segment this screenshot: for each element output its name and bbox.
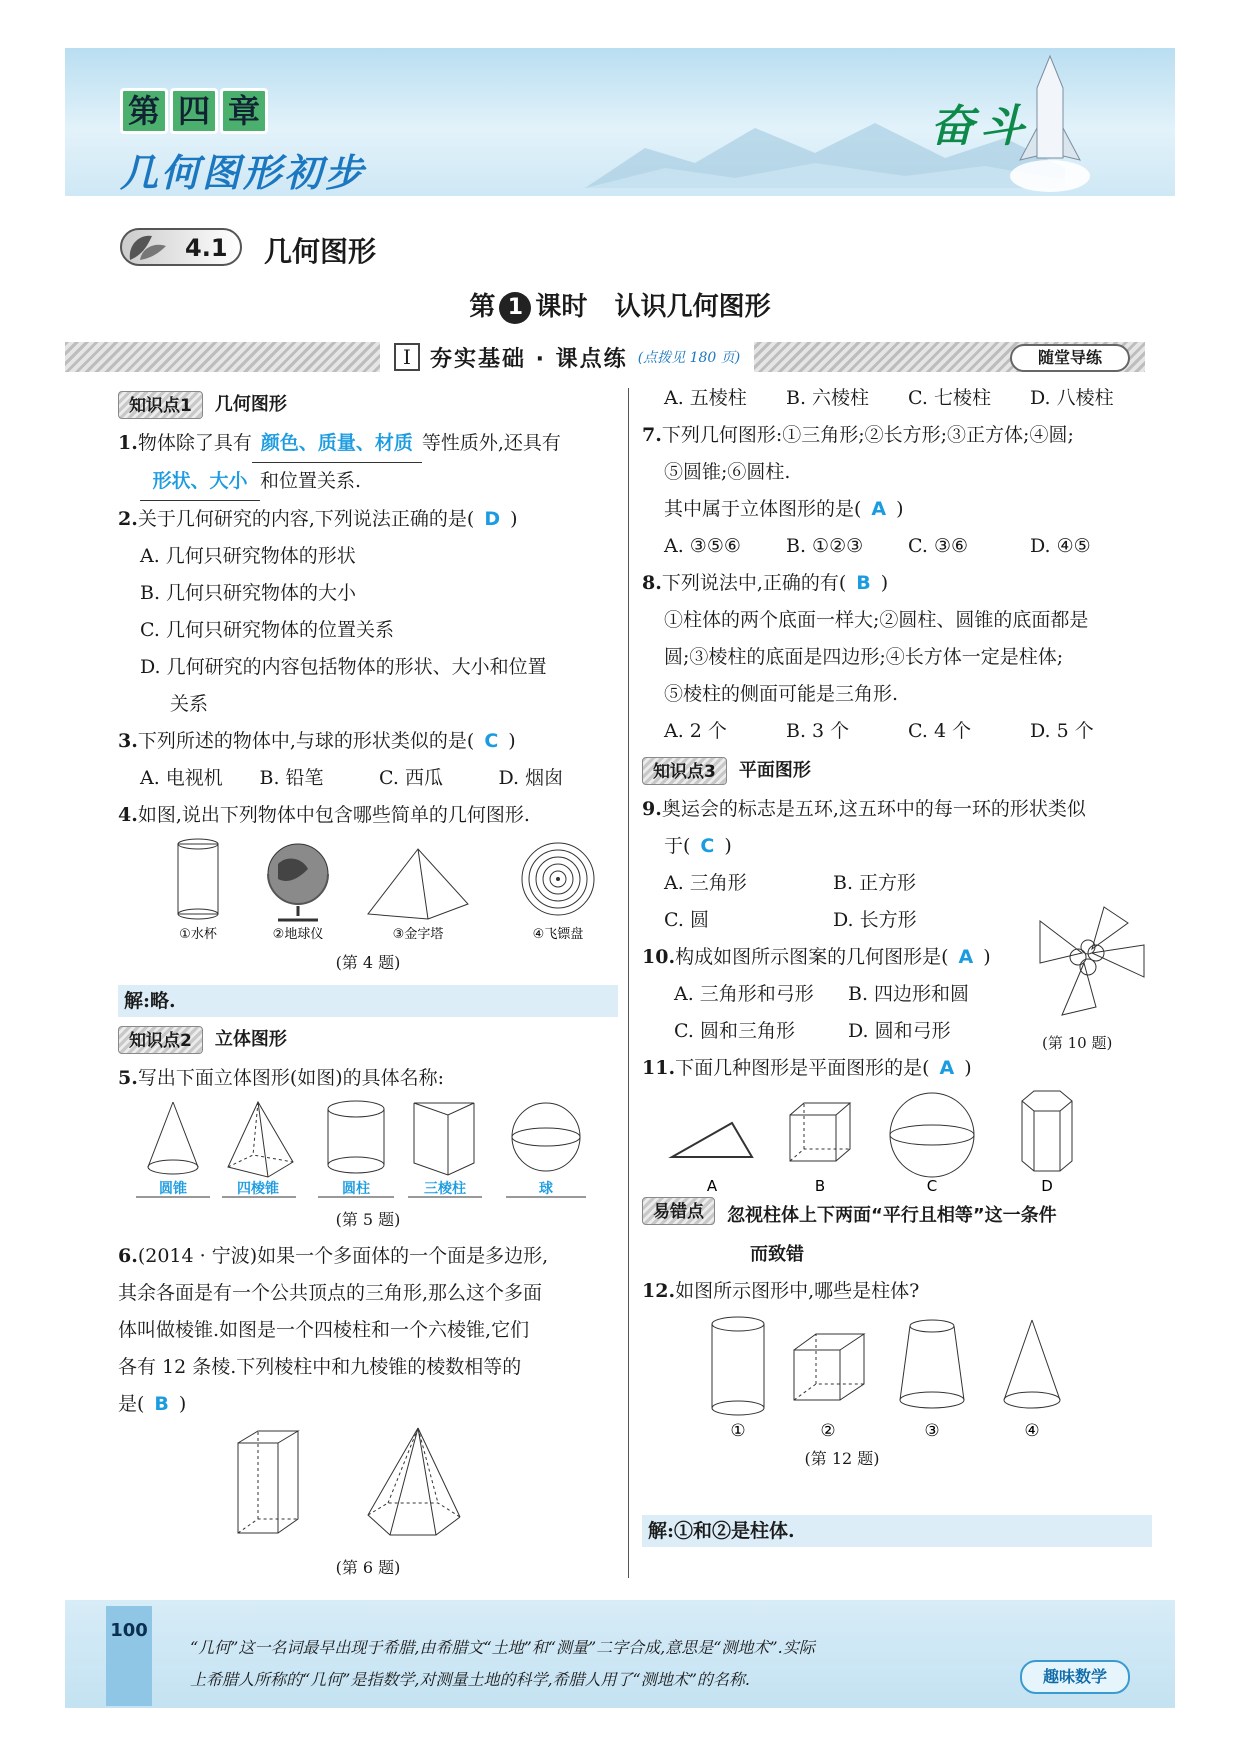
figure-caption: (第 4 题) (335, 953, 401, 972)
question-11 (642, 1050, 1152, 1087)
leaf-icon (122, 230, 172, 264)
figure-caption: (第 5 题) (335, 1210, 401, 1229)
option: D. 长方形 (833, 909, 917, 931)
figure-label: ③金字塔 (392, 927, 444, 942)
error-point (642, 1197, 1152, 1234)
answer: 四棱锥 (237, 1181, 279, 1197)
error-tag: 易错点 (642, 1197, 715, 1225)
option: C. 西瓜 (379, 767, 443, 789)
q-num: 2. (118, 508, 138, 530)
options-row (642, 1013, 1022, 1050)
figure-label: ① (730, 1421, 746, 1440)
q6-figure (118, 1423, 618, 1549)
prism-icon (414, 1103, 474, 1175)
footer-line: “几何”这一名词最早出现于希腊,由希腊文“土地”和“测量”二字合成,意思是“测地术”.实际 (190, 1638, 815, 1657)
lesson-suffix: 课时 认识几何图形 (535, 292, 771, 322)
cone-icon (148, 1102, 198, 1174)
question-12 (642, 1273, 1152, 1310)
q-text: ) (724, 835, 732, 857)
figure-label: ①水杯 (179, 927, 217, 942)
motto: 奋斗 (930, 101, 1030, 152)
hexagonal-pyramid-icon (368, 1428, 460, 1535)
q-num: 5. (118, 1067, 138, 1089)
option: B. 3 个 (786, 720, 850, 742)
pyramid-icon (368, 849, 468, 919)
cube-icon (790, 1103, 850, 1161)
sphere-icon (890, 1093, 974, 1177)
answer: 球 (539, 1181, 553, 1197)
pinwheel-icon (1032, 903, 1152, 1023)
chapter-char: 四 (170, 88, 218, 134)
practice-title: 夯实基础 · 课点练 (430, 346, 628, 372)
footer-line: 上希腊人所称的“几何”是指数学,对测量土地的科学,希腊人用了“测地术”的名称. (190, 1670, 750, 1689)
hexagonal-prism-icon (1022, 1091, 1072, 1171)
q-num: 1. (118, 432, 138, 454)
option: C. 圆和三角形 (674, 1020, 795, 1042)
options-row (642, 902, 1002, 939)
figure-label: A (706, 1177, 718, 1195)
frustum-icon (900, 1320, 964, 1408)
option: A. 2 个 (664, 720, 727, 742)
figure-label: B (814, 1177, 826, 1195)
answer: A (871, 498, 887, 520)
question-6-last (118, 1386, 618, 1423)
solution: 解:①和②是柱体. (642, 1515, 1152, 1547)
options-row (642, 528, 1152, 565)
sphere-icon (512, 1103, 580, 1171)
page-number: 100 (106, 1606, 152, 1706)
options-row (642, 380, 1152, 417)
q-text: ) (964, 1057, 972, 1079)
q-text: 于( (664, 835, 691, 857)
q-text: 构成如图所示图案的几何图形是( (675, 946, 949, 968)
answer: D (484, 508, 501, 530)
fill-blank: 形状、大小 (140, 463, 260, 501)
option: D. 圆和弓形 (848, 1020, 951, 1042)
answer: C (700, 835, 715, 857)
q-num: 12. (642, 1280, 676, 1302)
options-row (642, 713, 1152, 750)
q-text: ) (508, 730, 516, 752)
q-num: 11. (642, 1057, 676, 1079)
option: B. 四边形和圆 (848, 983, 970, 1005)
q-text: ) (983, 946, 991, 968)
figure-label: D (1041, 1177, 1053, 1195)
question-2 (118, 501, 618, 538)
q12-figure (642, 1310, 1152, 1440)
option: A. 三角形和弓形 (674, 983, 814, 1005)
figure-label: ④ (1024, 1421, 1040, 1440)
option: D. 烟囱 (498, 767, 564, 789)
q-text: 等性质外,还具有 (421, 432, 561, 454)
kp-name: 几何图形 (214, 394, 287, 415)
chapter-title: 几何图形初步 (120, 151, 367, 195)
question-3 (118, 723, 618, 760)
option: A. 三角形 (664, 872, 747, 894)
q-text: ) (178, 1393, 187, 1415)
option: B. 几何只研究物体的大小 (140, 582, 357, 604)
q-text: 奥运会的标志是五环,这五环中的每一环的形状类似 (661, 798, 1086, 820)
right-column (642, 380, 1152, 1551)
figure-label: ② (820, 1421, 836, 1440)
q-num: 10. (642, 946, 676, 968)
q-text: 是( (118, 1393, 145, 1415)
q9-q10-block (642, 865, 1152, 1050)
cylinder-icon (712, 1317, 764, 1415)
option: D. 八棱柱 (1030, 387, 1114, 409)
option: B. 铅笔 (259, 767, 324, 789)
q-text: 如图,说出下列物体中包含哪些简单的几何图形. (137, 804, 530, 826)
lesson-number: 1 (499, 292, 531, 324)
cylinder-icon (328, 1101, 384, 1173)
practice-ref: (点拨见 180 页) (637, 350, 741, 366)
kp-tag: 知识点1 (118, 391, 203, 419)
option: C. 几何只研究物体的位置关系 (140, 619, 394, 641)
q-text: 各有 12 条棱.下列棱柱中和九棱锥的棱数相等的 (118, 1356, 522, 1378)
q-text: 其余各面是有一个公共顶点的三角形,那么这个多面 (118, 1282, 543, 1304)
dartboard-icon (522, 843, 594, 915)
figure-caption: (第 12 题) (804, 1449, 880, 1468)
option: A. 电视机 (140, 767, 223, 789)
question-1-cont (118, 463, 618, 501)
q-text: 体叫做棱锥.如图是一个四棱柱和一个六棱锥,它们 (118, 1319, 530, 1341)
chapter-char: 章 (220, 88, 268, 134)
q-num: 9. (642, 798, 662, 820)
q-num: 3. (118, 730, 138, 752)
option: B. 六棱柱 (786, 387, 870, 409)
kp-tag: 知识点3 (642, 757, 727, 785)
figure-label: ④飞镖盘 (532, 927, 584, 942)
knowledge-point-1 (118, 386, 618, 423)
question-1 (118, 425, 618, 463)
q-text: 下面几种图形是平面图形的是( (675, 1057, 930, 1079)
practice-heading (380, 340, 754, 374)
chapter-tag (120, 88, 268, 134)
figure-label: C (926, 1177, 938, 1195)
q4-figure (118, 834, 618, 944)
figure-label: ②地球仪 (272, 927, 324, 942)
footer-note (190, 1632, 1010, 1696)
globe-icon (268, 844, 328, 920)
option: A. 几何只研究物体的形状 (140, 545, 356, 567)
knowledge-point-3 (642, 752, 1152, 789)
q-text: ) (880, 572, 889, 594)
kp-tag: 知识点2 (118, 1026, 203, 1054)
question-7-ask (642, 491, 1152, 528)
kp-name: 立体图形 (214, 1029, 287, 1050)
answer: 圆柱 (342, 1181, 370, 1197)
q-text: 和位置关系. (260, 470, 362, 492)
question-4 (118, 797, 618, 834)
options-row (642, 976, 1022, 1013)
answer: B (856, 572, 871, 594)
error-text-cont: 而致错 (750, 1244, 804, 1265)
q-text: ①柱体的两个底面一样大;②圆柱、圆锥的底面都是 (664, 609, 1089, 631)
answer: A (939, 1057, 955, 1079)
options-row (642, 865, 1002, 902)
figure-label: ③ (924, 1421, 940, 1440)
spacer (642, 1477, 1152, 1511)
figure-caption: (第 6 题) (335, 1558, 401, 1577)
section-title: 几何图形 (264, 235, 377, 268)
question-7 (642, 417, 1152, 454)
q-text: ⑤圆锥;⑥圆柱. (664, 461, 791, 483)
q-text: 写出下面立体图形(如图)的具体名称: (137, 1067, 445, 1089)
option: D. 几何研究的内容包括物体的形状、大小和位置 (140, 656, 547, 678)
cuboid-icon (794, 1334, 864, 1400)
question-8 (642, 565, 1152, 602)
option: B. ①②③ (786, 535, 864, 557)
q-text: 物体除了具有 (137, 432, 252, 454)
cup-icon (178, 839, 218, 919)
knowledge-point-2 (118, 1021, 618, 1058)
q-num: 6. (118, 1245, 138, 1267)
chapter-char: 第 (120, 88, 168, 134)
q-text: 下列所述的物体中,与球的形状类似的是( (137, 730, 475, 752)
question-5 (118, 1060, 618, 1097)
error-text: 忽视柱体上下两面“平行且相等”这一条件 (727, 1205, 1057, 1226)
option: C. 圆 (664, 909, 709, 931)
option: C. ③⑥ (908, 535, 969, 557)
option: C. 4 个 (908, 720, 972, 742)
footer-badge: 趣味数学 (1020, 1660, 1130, 1694)
cuboid-icon (238, 1431, 298, 1533)
options-row (118, 760, 618, 797)
pyramid-icon (228, 1102, 293, 1177)
q-text: ) (896, 498, 904, 520)
practice-tag: 随堂导练 (1010, 344, 1130, 372)
option: D. 5 个 (1030, 720, 1094, 742)
fill-blank: 颜色、质量、材质 (252, 425, 422, 463)
option: D. ④⑤ (1030, 535, 1091, 557)
option: C. 七棱柱 (908, 387, 991, 409)
q-text: 关于几何研究的内容,下列说法正确的是( (137, 508, 475, 530)
option: A. ③⑤⑥ (664, 535, 741, 557)
answer: B (154, 1393, 169, 1415)
answer: A (958, 946, 974, 968)
section-number: 4.1 (185, 234, 228, 262)
q11-figure (642, 1087, 1152, 1195)
q-text: 下列几何图形:①三角形;②长方形;③正方体;④圆; (661, 424, 1074, 446)
option: A. 五棱柱 (664, 387, 747, 409)
q-num: 4. (118, 804, 138, 826)
practice-roman: I (394, 343, 420, 371)
left-column (118, 384, 618, 1586)
question-9-cont (642, 828, 1152, 865)
solution: 解:略. (118, 985, 618, 1017)
answer: 三棱柱 (424, 1181, 466, 1197)
q5-figure (118, 1097, 618, 1201)
q-text: 下列说法中,正确的有( (661, 572, 847, 594)
q-num: 8. (642, 572, 662, 594)
figure-caption: (第 10 题) (1042, 1034, 1113, 1052)
q-text: (2014 · 宁波)如果一个多面体的一个面是多边形, (137, 1245, 549, 1267)
option: B. 正方形 (833, 872, 917, 894)
lesson-title (0, 286, 1240, 324)
option-cont: 关系 (170, 693, 209, 715)
column-divider (628, 388, 629, 1578)
cone-icon (1004, 1320, 1060, 1408)
answer: C (484, 730, 499, 752)
triangle-icon (672, 1123, 752, 1157)
q-text: 圆;③棱柱的底面是四边形;④长方体一定是柱体; (664, 646, 1064, 668)
q-text: 其中属于立体图形的是( (664, 498, 862, 520)
answer: 圆锥 (159, 1181, 187, 1197)
q-text: ) (510, 508, 518, 530)
q-text: 如图所示图形中,哪些是柱体? (675, 1280, 920, 1302)
question-6 (118, 1238, 618, 1275)
lesson-prefix: 第 (469, 292, 496, 322)
q-num: 7. (642, 424, 662, 446)
q-text: ⑤棱柱的侧面可能是三角形. (664, 683, 899, 705)
kp-name: 平面图形 (738, 760, 811, 781)
question-9 (642, 791, 1152, 828)
